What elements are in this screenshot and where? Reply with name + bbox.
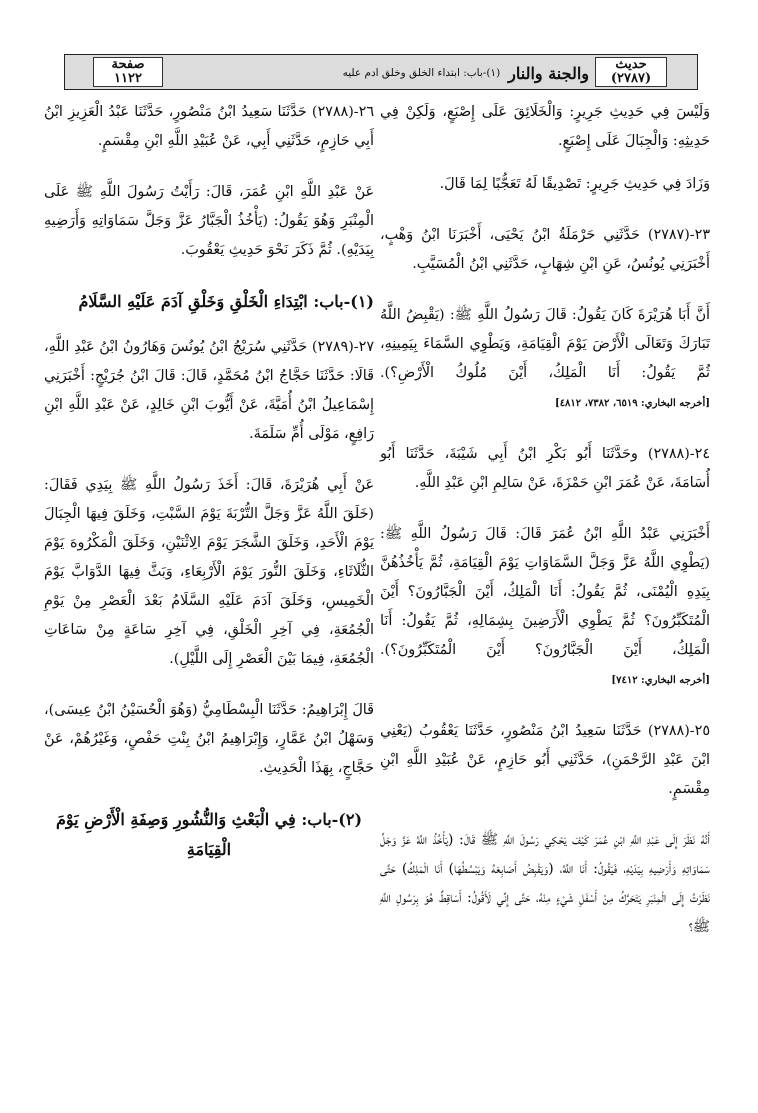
running-title xyxy=(169,60,589,86)
citation: [أخرجه البخاري: ٧٤١٢] xyxy=(611,675,710,686)
chapter-heading: (١)-باب: ابْتِدَاءِ الْخَلْقِ وَخَلْقِ آدَمَ عَلَيْهِ السَّلَامُ xyxy=(78,292,374,311)
paragraph: ٢٤-(٢٧٨٨) وحَدَّثَنَا أَبُو بَكْرِ ابْنُ أَبِي شَيْبَةَ، حَدَّثَنَا أَبُو أُسَامَةَ، عَنْ عُمَرَ ابْنِ حَمْزَةَ، عَنْ سَالِمِ ابْنِ عَبْدِ اللَّهِ. xyxy=(380,446,710,491)
hadith-number-box xyxy=(595,57,667,87)
section-name: والجنة والنار xyxy=(508,63,589,83)
page-number: ١١٢٢ xyxy=(114,71,142,86)
hadith-number: (٢٧٨٧) xyxy=(610,71,652,86)
paragraph xyxy=(380,520,710,695)
chapter-name: (١)-باب: ابتداء الخلق وخلق ادم عليه xyxy=(342,67,501,79)
paragraph-text: أَخْبَرَنِي عَبْدُ اللَّهِ ابْنُ عُمَرَ قَالَ: قَالَ رَسُولُ اللَّهِ ﷺ: (يَطْوِي اللَّهُ عَزَّ وَجَلَّ السَّمَاوَاتِ يَوْمَ الْقِيَامَةِ، ثُمَّ يَأْخُذُهُنَّ بِيَدِهِ الْيُمْنَى، ثُمَّ يَقُولُ: أَنَا الْمَلِكُ، أَيْنَ الْجَبَّارُونَ؟ أَيْنَ الْمُتَكَبِّرُونَ؟ ثُمَّ يَطْوِي الْأَرَضِينَ بِشِمَالِهِ، ثُمَّ يَقُولُ: أَنَا الْمَلِكُ، أَيْنَ الْجَبَّارُونَ؟ أَيْنَ الْمُتَكَبِّرُونَ؟). xyxy=(380,526,710,658)
paragraph: وَلَيْسَ فِي حَدِيثِ جَرِيرٍ: وَالْخَلَائِقَ عَلَى إِصْبَعٍ، وَلَكِنْ فِي حَدِيثِهِ: وَالْجِبَالَ عَلَى إِصْبَعٍ. xyxy=(380,104,710,149)
paragraph: وَزَادَ فِي حَدِيثِ جَرِيرٍ: تَصْدِيقًا لَهُ تَعَجُّبًا لِمَا قَالَ. xyxy=(439,176,710,192)
paragraph: ٢٣-(٢٧٨٧) حَدَّثَنِي حَرْمَلَةُ ابْنُ يَحْيَى، أَخْبَرَنَا ابْنُ وَهْبٍ، أَخْبَرَنِي يُونُسُ، عَنِ ابْنِ شِهَابٍ، حَدَّثَنِي ابْنُ الْمُسَيَّبِ. xyxy=(380,227,710,272)
paragraph: أَنَّهُ نَظَرَ إِلَى عَبْدِ اللَّهِ ابْنِ عُمَرَ كَيْفَ يَحْكِي رَسُولَ اللَّهِ ﷺ قَالَ: (يَأْخُذُ اللَّهُ عَزَّ وَجَلَّ سَمَاوَاتِهِ وَأَرَضِيهِ بِيَدَيْهِ، فَيَقُولُ: أَنَا اللَّهُ، (وَيَقْبِضُ أَصَابِعَهُ وَيَبْسُطُهَا) أَنَا الْمَلِكُ) حَتَّى نَظَرْتُ إِلَى الْمِنْبَرِ يَتَحَرَّكُ مِنْ أَسْفَلِ شَيْءٍ مِنْهُ، حَتَّى إِنِّي لَأَقُولُ: أَسَاقِطٌ هُوَ بِرَسُولِ اللَّهِ ﷺ؟ xyxy=(380,832,710,935)
paragraph: عَنْ أَبِي هُرَيْرَةَ، قَالَ: أَخَذَ رَسُولُ اللَّهِ ﷺ بِيَدِي فَقَالَ: (خَلَقَ اللَّهُ عَزَّ وَجَلَّ التُّرْبَةَ يَوْمَ السَّبْتِ، وَخَلَقَ فِيهَا الْجِبَالَ يَوْمَ الْأَحَدِ، وَخَلَقَ الشَّجَرَ يَوْمَ الِاثْنَيْنِ، وَخَلَقَ الْمَكْرُوهَ يَوْمَ الثُّلَاثَاءِ، وَخَلَقَ النُّورَ يَوْمَ الْأَرْبِعَاءِ، وَبَثَّ فِيهَا الدَّوَابَّ يَوْمَ الْخَمِيسِ، وَخَلَقَ آدَمَ عَلَيْهِ السَّلَامُ بَعْدَ الْعَصْرِ مِنْ يَوْمِ الْجُمُعَةِ، فِي آخِرِ الْخَلْقِ، فِي آخِرِ سَاعَةٍ مِنْ سَاعَاتِ الْجُمُعَةِ، فِيمَا بَيْنَ الْعَصْرِ إِلَى اللَّيْلِ). xyxy=(44,477,374,667)
right-column xyxy=(380,98,710,1098)
page-number-box xyxy=(93,57,163,87)
left-column xyxy=(44,98,374,1098)
paragraph: قَالَ إِبْرَاهِيمُ: حَدَّثَنَا الْبِسْطَامِيُّ (وَهُوَ الْحُسَيْنُ ابْنُ عِيسَى)، وَسَهْلُ ابْنُ عَمَّارٍ، وَإِبْرَاهِيمُ ابْنُ بِنْتِ حَفْصٍ، وَغَيْرُهُمْ، عَنْ حَجَّاجٍ، بِهَذَا الْحَدِيثِ. xyxy=(44,702,374,776)
paragraph xyxy=(380,301,710,418)
chapter-heading: (٢)-باب: فِي الْبَعْثِ وَالنُّشُورِ وَصِفَةِ الْأَرْضِ يَوْمَ الْقِيَامَةِ xyxy=(55,810,363,859)
paragraph-text: أَنَّ أَبَا هُرَيْرَةَ كَانَ يَقُولُ: قَالَ رَسُولُ اللَّهِ ﷺ: (يَقْبِضُ اللَّهُ تَبَارَكَ وَتَعَالَى الْأَرْضَ يَوْمَ الْقِيَامَةِ، وَيَطْوِي السَّمَاءَ بِيَمِينِهِ، ثُمَّ يَقُولُ: أَنَا الْمَلِكُ، أَيْنَ مُلُوكُ الْأَرْضِ؟). xyxy=(380,307,710,381)
paragraph: عَنْ عَبْدِ اللَّهِ ابْنِ عُمَرَ، قَالَ: رَأَيْتُ رَسُولَ اللَّهِ ﷺ عَلَى الْمِنْبَرِ وَهُوَ يَقُولُ: (يَأْخُذُ الْجَبَّارُ عَزَّ وَجَلَّ سَمَاوَاتِهِ وَأَرَضِيهِ بِيَدَيْهِ). ثُمَّ ذَكَرَ نَحْوَ حَدِيثِ يَعْقُوبَ. xyxy=(44,184,374,258)
paragraph: ٢٦-(٢٧٨٨) حَدَّثَنَا سَعِيدُ ابْنُ مَنْصُورٍ، حَدَّثَنَا عَبْدُ الْعَزِيزِ ابْنُ أَبِي حَازِمٍ، حَدَّثَنِي أَبِي، عَنْ عُبَيْدِ اللَّهِ ابْنِ مِقْسَمٍ. xyxy=(44,104,374,149)
paragraph: ٢٥-(٢٧٨٨) حَدَّثَنَا سَعِيدُ ابْنُ مَنْصُورٍ، حَدَّثَنَا يَعْقُوبُ (يَعْنِي ابْنَ عَبْدِ الرَّحْمَنِ)، حَدَّثَنِي أَبُو حَازِمٍ، عَنْ عُبَيْدِ اللَّهِ ابْنِ مِقْسَمٍ. xyxy=(380,723,710,797)
paragraph: ٢٧-(٢٧٨٩) حَدَّثَنِي سُرَيْجُ ابْنُ يُونُسَ وَهَارُونُ ابْنُ عَبْدِ اللَّهِ، قَالَا: حَدَّثَنَا حَجَّاجُ ابْنُ مُحَمَّدٍ، قَالَ: قَالَ ابْنُ جُرَيْجٍ: أَخْبَرَنِي إِسْمَاعِيلُ ابْنُ أُمَيَّةَ، عَنْ أَيُّوبَ ابْنِ خَالِدٍ، عَنْ عَبْدِ اللَّهِ ابْنِ رَافِعٍ، مَوْلَى أُمِّ سَلَمَةَ. xyxy=(44,339,374,442)
hadith-label: حديث xyxy=(615,57,647,73)
citation: [أخرجه البخاري: ٦٥١٩، ٧٣٨٢، ٤٨١٢] xyxy=(554,398,710,409)
page-header xyxy=(64,54,698,90)
page-label: صفحة xyxy=(111,57,145,73)
